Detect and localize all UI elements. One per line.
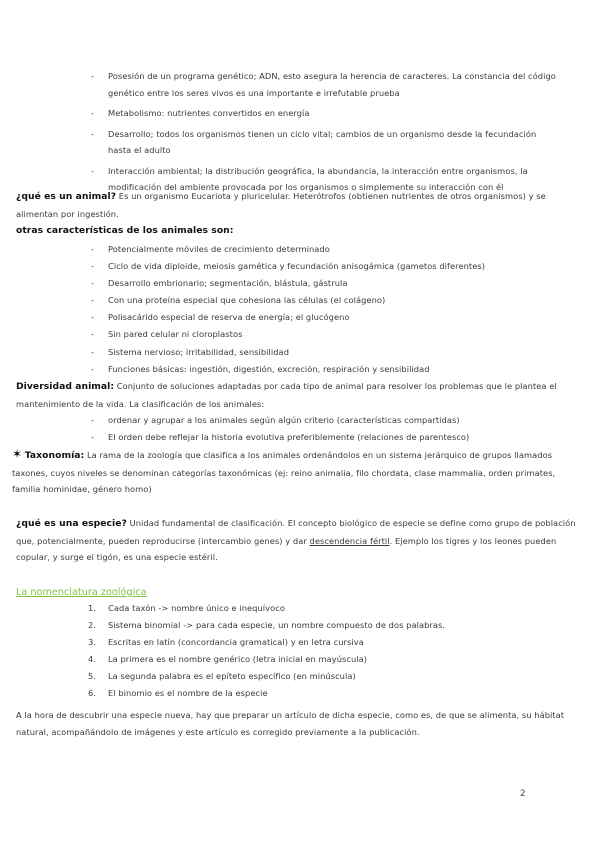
especie-heading: ¿qué es una especie? [16, 518, 127, 529]
list-item: 6. El binomio es el nombre de la especie [88, 688, 268, 698]
list-item: 3. Escritas en latín (concordancia gramatical) y en letra cursiva [88, 637, 364, 647]
list-item: - Posesión de un programa genético; ADN, esto asegura la herencia de caracteres. La constancia del código genético entre los seres vivos es una importante e irrefutable prueba [0, 68, 578, 101]
list-item: - Interacción ambiental; la distribución geográfica, la abundancia, la interacción entre organismos, la modificación del ambiente provocada por los organismos o simplemente su interacción con él [0, 163, 578, 196]
list-item: 1. Cada taxón -> nombre único e inequívoco [88, 603, 285, 613]
otras-heading: otras características de los animales son: [16, 225, 234, 236]
list-item: - Metabolismo: nutrientes convertidos en energía [0, 105, 578, 122]
star-icon: ✶ [12, 447, 23, 461]
animal-heading: ¿qué es un animal? [16, 191, 117, 202]
especie-text-before: Unidad fundamental de clasificación. El concepto biológico de especie se define como grupo de población que, potencialmente, pueden reproducirse (intercambio genes) y dar [16, 518, 576, 546]
list-item: - Ciclo de vida diploide, meiosis gamética y fecundación anisogámica (gametos diferentes) [0, 258, 578, 275]
list-item: - Desarrollo embrionario; segmentación, blástula, gástrula [0, 275, 578, 292]
list-item: 2. Sistema binomial -> para cada especie, un nombre compuesto de dos palabras. [88, 620, 446, 630]
nomenclatura-list [0, 600, 578, 702]
list-item: - Sin pared celular ni cloroplastos [0, 326, 578, 343]
list-item: - Sistema nervioso; irritabilidad, sensibilidad [0, 344, 578, 361]
list-item: - Potencialmente móviles de crecimiento determinado [0, 241, 578, 258]
diversidad-paragraph [0, 378, 600, 412]
page-number: 2 [520, 789, 526, 799]
taxonomia-heading: Taxonomía: [24, 450, 85, 461]
taxonomia-text: La rama de la zoología que clasifica a los animales ordenándolos en un sistema jerárquico de grupos llamados taxones, cuyos niveles se denominan categorías taxonómicas (ej: reino animalia, filo chordata, clase mammalia, orden primates, familia hominidae, género homo) [12, 450, 556, 494]
list-item: - Desarrollo; todos los organismos tienen un ciclo vital; cambios de un organismo desde la fecundación hasta el adulto [0, 126, 578, 159]
diversidad-list [0, 412, 578, 445]
list-item: - Polisacárido especial de reserva de energía; el glucógeno [0, 309, 578, 326]
list-item: - El orden debe reflejar la historia evolutiva preferiblemente (relaciones de parentesco) [0, 429, 578, 446]
diversidad-text: Conjunto de soluciones adaptadas por cada tipo de animal para resolver los problemas que le plantea el mantenimiento de la vida. La clasificación de los animales: [16, 381, 557, 409]
animal-text: Es un organismo Eucariota y pluricelular. Heterótrofos (obtienen nutrientes de otros organismos) y se alimentan por ingestión. [16, 191, 546, 219]
list-item: 5. La segunda palabra es el epíteto específico (en minúscula) [88, 671, 356, 681]
animal-paragraph [0, 188, 600, 222]
top-bullet-list [0, 68, 578, 196]
especie-text-after: . Ejemplo los tigres y los leones pueden copular, y surge el tigón, es una especie estéril. [16, 535, 557, 562]
otras-list [0, 241, 578, 378]
list-item: - Con una proteína especial que cohesiona las células (el colágeno) [0, 292, 578, 309]
especie-paragraph [0, 515, 600, 566]
nomenclatura-heading-row [0, 584, 600, 602]
otras-heading-row [0, 222, 600, 240]
diversidad-heading: Diversidad animal: [16, 381, 115, 392]
taxonomia-paragraph [12, 446, 582, 498]
especie-underlined: descendencia fértil [309, 535, 390, 546]
list-item: 4. La primera es el nombre genérico (letra inicial en mayúscula) [88, 654, 368, 664]
list-item: - ordenar y agrupar a los animales según algún criterio (características compartidas) [0, 412, 578, 429]
closing-paragraph: A la hora de descubrir una especie nueva, hay que preparar un artículo de dicha especie, como es, de que se alimenta, su hábitat natural, acompañándolo de imágenes y este artículo es corregido previamente a la publicación. [16, 710, 565, 737]
list-item: - Funciones básicas: ingestión, digestión, excreción, respiración y sensibilidad [0, 361, 578, 378]
nomenclatura-heading: La nomenclatura zoológica [16, 587, 147, 598]
